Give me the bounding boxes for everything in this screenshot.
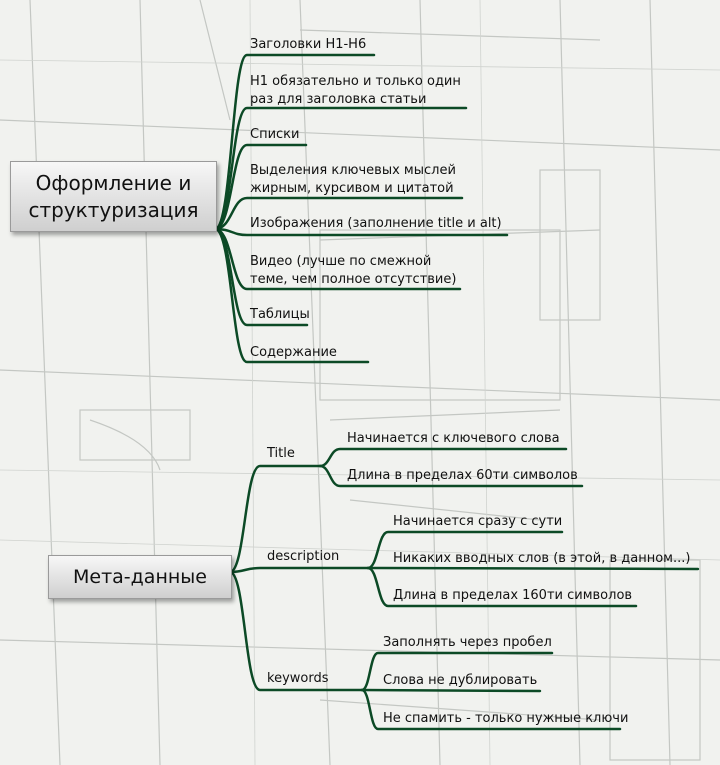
leaf-keywords-space-separated[interactable]: Заполнять через пробел <box>383 635 552 650</box>
leaf-keywords-no-duplicates[interactable]: Слова не дублировать <box>383 673 538 688</box>
sub-branch-keywords[interactable]: keywords <box>267 671 329 686</box>
leaf-description-essence[interactable]: Начинается сразу с сути <box>393 514 563 529</box>
root-node-formatting[interactable] <box>10 161 217 232</box>
sub-branch-description[interactable]: description <box>267 549 340 564</box>
branch-item-images[interactable]: Изображения (заполнение title и alt) <box>250 216 502 231</box>
leaf-title-length[interactable]: Длина в пределах 60ти символов <box>347 468 578 483</box>
leaf-title-keyword-first[interactable]: Начинается с ключевого слова <box>347 431 560 446</box>
root-node-meta-data[interactable] <box>48 555 232 599</box>
sub-branch-title[interactable]: Title <box>267 446 295 461</box>
branch-item-highlighting[interactable]: Выделения ключевых мыслей жирным, курсивом и цитатой <box>250 163 456 196</box>
leaf-connector-title-0 <box>320 449 566 466</box>
leaf-keywords-no-spam[interactable]: Не спамить - только нужные ключи <box>383 711 629 726</box>
branch-item-lists[interactable]: Списки <box>250 127 300 142</box>
branch-item-tables[interactable]: Таблицы <box>250 307 310 322</box>
leaf-description-no-intro-words[interactable]: Никаких вводных слов (в этой, в данном...) <box>393 551 691 566</box>
branch-item-video[interactable]: Видео (лучше по смежной теме, чем полное отсутствие) <box>250 254 457 287</box>
branch-item-contents[interactable]: Содержание <box>250 345 337 360</box>
branch-connector-7 <box>215 229 368 362</box>
root-node-formatting-line1: Оформление и <box>35 170 192 195</box>
leaf-connector-keywords-1 <box>362 690 540 691</box>
root-node-formatting-line2: структуризация <box>28 197 199 222</box>
root-node-meta-data-label: Мета-данные <box>73 566 207 588</box>
leaf-connector-description-1 <box>368 568 698 569</box>
sub-branch-connector-description <box>230 568 368 572</box>
leaf-description-length[interactable]: Длина в пределах 160ти символов <box>393 588 633 603</box>
branch-item-h1-rule[interactable]: H1 обязательно и только один раз для заголовка статьи <box>250 74 461 107</box>
branch-item-headings[interactable]: Заголовки H1-H6 <box>250 37 367 52</box>
